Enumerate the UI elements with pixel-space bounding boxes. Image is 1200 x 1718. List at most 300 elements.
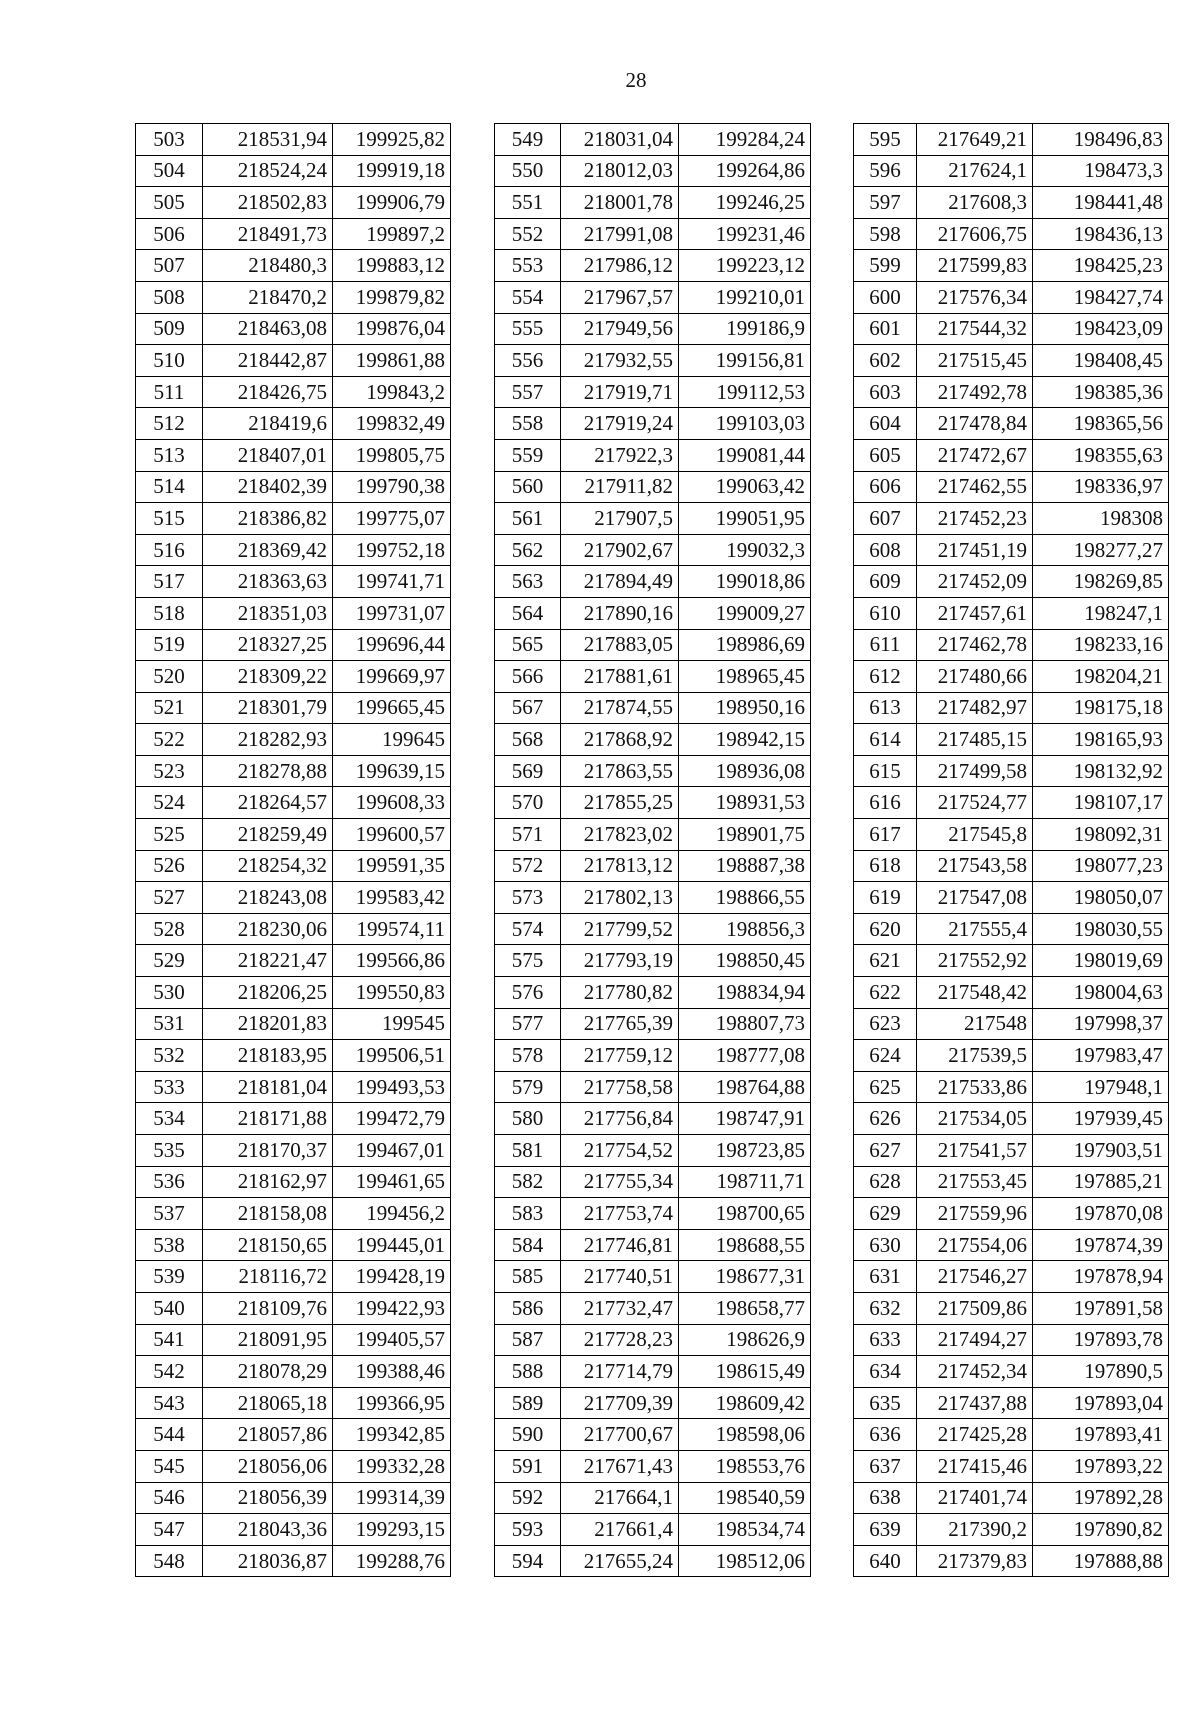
x-coordinate-cell: 217547,08: [917, 882, 1033, 914]
point-number-cell: 613: [854, 692, 917, 724]
table-row: [495, 250, 811, 282]
x-coordinate-cell: 218181,04: [203, 1071, 333, 1103]
table-row: [854, 724, 1169, 756]
table-row: [495, 661, 811, 693]
x-coordinate-cell: 218282,93: [203, 724, 333, 756]
y-coordinate-cell: 199112,53: [679, 376, 811, 408]
point-number-cell: 535: [136, 1135, 203, 1167]
y-coordinate-cell: 198423,09: [1033, 313, 1169, 345]
x-coordinate-cell: 217793,19: [561, 945, 679, 977]
x-coordinate-cell: 217457,61: [917, 597, 1033, 629]
table-row: [136, 1545, 451, 1577]
table-row: [854, 819, 1169, 851]
point-number-cell: 555: [495, 313, 561, 345]
table-row: [495, 1387, 811, 1419]
table-row: [495, 187, 811, 219]
y-coordinate-cell: 197878,94: [1033, 1261, 1169, 1293]
point-number-cell: 505: [136, 187, 203, 219]
table-row: [495, 1419, 811, 1451]
table-row: [495, 629, 811, 661]
y-coordinate-cell: 198496,83: [1033, 124, 1169, 156]
point-number-cell: 515: [136, 503, 203, 535]
x-coordinate-cell: 217548: [917, 1008, 1033, 1040]
y-coordinate-cell: 199456,2: [333, 1198, 451, 1230]
table-row: [495, 787, 811, 819]
x-coordinate-cell: 217949,56: [561, 313, 679, 345]
y-coordinate-cell: 199574,11: [333, 913, 451, 945]
table-row: [495, 1229, 811, 1261]
point-number-cell: 587: [495, 1324, 561, 1356]
table-row: [136, 218, 451, 250]
y-coordinate-cell: 199428,19: [333, 1261, 451, 1293]
table-row: [495, 724, 811, 756]
table-row: [854, 187, 1169, 219]
x-coordinate-cell: 217911,82: [561, 471, 679, 503]
x-coordinate-cell: 217902,67: [561, 534, 679, 566]
point-number-cell: 570: [495, 787, 561, 819]
x-coordinate-cell: 217515,45: [917, 345, 1033, 377]
point-number-cell: 609: [854, 566, 917, 598]
point-number-cell: 577: [495, 1008, 561, 1040]
point-number-cell: 556: [495, 345, 561, 377]
x-coordinate-cell: 217539,5: [917, 1040, 1033, 1072]
point-number-cell: 546: [136, 1482, 203, 1514]
y-coordinate-cell: 199223,12: [679, 250, 811, 282]
x-coordinate-cell: 217608,3: [917, 187, 1033, 219]
point-number-cell: 551: [495, 187, 561, 219]
y-coordinate-cell: 197903,51: [1033, 1135, 1169, 1167]
point-number-cell: 559: [495, 439, 561, 471]
table-row: [136, 281, 451, 313]
x-coordinate-cell: 218116,72: [203, 1261, 333, 1293]
point-number-cell: 575: [495, 945, 561, 977]
x-coordinate-cell: 218201,83: [203, 1008, 333, 1040]
x-coordinate-cell: 218278,88: [203, 755, 333, 787]
point-number-cell: 521: [136, 692, 203, 724]
point-number-cell: 529: [136, 945, 203, 977]
point-number-cell: 536: [136, 1166, 203, 1198]
y-coordinate-cell: 198132,92: [1033, 755, 1169, 787]
table-row: [854, 250, 1169, 282]
x-coordinate-cell: 218012,03: [561, 155, 679, 187]
x-coordinate-cell: 218243,08: [203, 882, 333, 914]
y-coordinate-cell: 199752,18: [333, 534, 451, 566]
x-coordinate-cell: 217485,15: [917, 724, 1033, 756]
x-coordinate-cell: 217874,55: [561, 692, 679, 724]
table-row: [136, 439, 451, 471]
x-coordinate-cell: 218502,83: [203, 187, 333, 219]
point-number-cell: 616: [854, 787, 917, 819]
table-row: [854, 882, 1169, 914]
x-coordinate-cell: 217709,39: [561, 1387, 679, 1419]
x-coordinate-cell: 217552,92: [917, 945, 1033, 977]
y-coordinate-cell: 198204,21: [1033, 661, 1169, 693]
y-coordinate-cell: 197885,21: [1033, 1166, 1169, 1198]
table-row: [854, 977, 1169, 1009]
x-coordinate-cell: 217919,71: [561, 376, 679, 408]
y-coordinate-cell: 198107,17: [1033, 787, 1169, 819]
y-coordinate-cell: 199506,51: [333, 1040, 451, 1072]
table-row: [495, 218, 811, 250]
point-number-cell: 543: [136, 1387, 203, 1419]
table-row: [854, 1482, 1169, 1514]
point-number-cell: 552: [495, 218, 561, 250]
table-row: [495, 376, 811, 408]
table-row: [495, 1324, 811, 1356]
point-number-cell: 532: [136, 1040, 203, 1072]
table-row: [495, 882, 811, 914]
y-coordinate-cell: 198092,31: [1033, 819, 1169, 851]
table-row: [854, 376, 1169, 408]
table-row: [495, 1450, 811, 1482]
point-number-cell: 607: [854, 503, 917, 535]
y-coordinate-cell: 199246,25: [679, 187, 811, 219]
table-row: [495, 566, 811, 598]
x-coordinate-cell: 217890,16: [561, 597, 679, 629]
point-number-cell: 599: [854, 250, 917, 282]
table-row: [495, 1008, 811, 1040]
point-number-cell: 606: [854, 471, 917, 503]
x-coordinate-cell: 217894,49: [561, 566, 679, 598]
table-row: [495, 281, 811, 313]
table-row: [854, 692, 1169, 724]
y-coordinate-cell: 199805,75: [333, 439, 451, 471]
table-row: [495, 439, 811, 471]
point-number-cell: 507: [136, 250, 203, 282]
x-coordinate-cell: 218056,39: [203, 1482, 333, 1514]
point-number-cell: 634: [854, 1356, 917, 1388]
x-coordinate-cell: 217755,34: [561, 1166, 679, 1198]
x-coordinate-cell: 218264,57: [203, 787, 333, 819]
point-number-cell: 580: [495, 1103, 561, 1135]
y-coordinate-cell: 197893,41: [1033, 1419, 1169, 1451]
table-row: [854, 124, 1169, 156]
x-coordinate-cell: 217541,57: [917, 1135, 1033, 1167]
x-coordinate-cell: 217863,55: [561, 755, 679, 787]
y-coordinate-cell: 199288,76: [333, 1545, 451, 1577]
x-coordinate-cell: 217480,66: [917, 661, 1033, 693]
x-coordinate-cell: 218183,95: [203, 1040, 333, 1072]
x-coordinate-cell: 218206,25: [203, 977, 333, 1009]
y-coordinate-cell: 198764,88: [679, 1071, 811, 1103]
y-coordinate-cell: 199445,01: [333, 1229, 451, 1261]
y-coordinate-cell: 199032,3: [679, 534, 811, 566]
table-row: [854, 1008, 1169, 1040]
y-coordinate-cell: 198427,74: [1033, 281, 1169, 313]
x-coordinate-cell: 217555,4: [917, 913, 1033, 945]
x-coordinate-cell: 217986,12: [561, 250, 679, 282]
y-coordinate-cell: 198747,91: [679, 1103, 811, 1135]
table-row: [136, 313, 451, 345]
x-coordinate-cell: 218363,63: [203, 566, 333, 598]
y-coordinate-cell: 198004,63: [1033, 977, 1169, 1009]
point-number-cell: 547: [136, 1514, 203, 1546]
point-number-cell: 517: [136, 566, 203, 598]
table-row: [495, 1545, 811, 1577]
y-coordinate-cell: 199550,83: [333, 977, 451, 1009]
table-row: [136, 1419, 451, 1451]
y-coordinate-cell: 199210,01: [679, 281, 811, 313]
table-row: [136, 787, 451, 819]
x-coordinate-cell: 217758,58: [561, 1071, 679, 1103]
y-coordinate-cell: 199591,35: [333, 850, 451, 882]
y-coordinate-cell: 199919,18: [333, 155, 451, 187]
y-coordinate-cell: 197892,28: [1033, 1482, 1169, 1514]
x-coordinate-cell: 217452,23: [917, 503, 1033, 535]
y-coordinate-cell: 198856,3: [679, 913, 811, 945]
y-coordinate-cell: 199897,2: [333, 218, 451, 250]
y-coordinate-cell: 198936,08: [679, 755, 811, 787]
x-coordinate-cell: 217462,55: [917, 471, 1033, 503]
x-coordinate-cell: 217932,55: [561, 345, 679, 377]
y-coordinate-cell: 198473,3: [1033, 155, 1169, 187]
y-coordinate-cell: 199861,88: [333, 345, 451, 377]
table-row: [854, 1324, 1169, 1356]
page-number: 28: [625, 68, 647, 92]
x-coordinate-cell: 217759,12: [561, 1040, 679, 1072]
point-number-cell: 567: [495, 692, 561, 724]
y-coordinate-cell: 198965,45: [679, 661, 811, 693]
x-coordinate-cell: 218470,2: [203, 281, 333, 313]
y-coordinate-cell: 197983,47: [1033, 1040, 1169, 1072]
y-coordinate-cell: 199843,2: [333, 376, 451, 408]
point-number-cell: 621: [854, 945, 917, 977]
point-number-cell: 578: [495, 1040, 561, 1072]
x-coordinate-cell: 217671,43: [561, 1450, 679, 1482]
y-coordinate-cell: 199832,49: [333, 408, 451, 440]
y-coordinate-cell: 198901,75: [679, 819, 811, 851]
x-coordinate-cell: 217533,86: [917, 1071, 1033, 1103]
table-row: [854, 661, 1169, 693]
point-number-cell: 504: [136, 155, 203, 187]
y-coordinate-cell: 199775,07: [333, 503, 451, 535]
table-row: [495, 1071, 811, 1103]
point-number-cell: 562: [495, 534, 561, 566]
x-coordinate-cell: 217545,8: [917, 819, 1033, 851]
point-number-cell: 582: [495, 1166, 561, 1198]
x-coordinate-cell: 218036,87: [203, 1545, 333, 1577]
y-coordinate-cell: 199906,79: [333, 187, 451, 219]
table-row: [136, 1166, 451, 1198]
table-row: [136, 1229, 451, 1261]
x-coordinate-cell: 218001,78: [561, 187, 679, 219]
point-number-cell: 513: [136, 439, 203, 471]
table-row: [495, 692, 811, 724]
y-coordinate-cell: 198609,42: [679, 1387, 811, 1419]
table-row: [136, 1514, 451, 1546]
point-number-cell: 620: [854, 913, 917, 945]
y-coordinate-cell: 198553,76: [679, 1450, 811, 1482]
x-coordinate-cell: 217780,82: [561, 977, 679, 1009]
point-number-cell: 519: [136, 629, 203, 661]
table-row: [136, 1450, 451, 1482]
y-coordinate-cell: 197939,45: [1033, 1103, 1169, 1135]
y-coordinate-cell: 198723,85: [679, 1135, 811, 1167]
y-coordinate-cell: 199925,82: [333, 124, 451, 156]
point-number-cell: 565: [495, 629, 561, 661]
x-coordinate-cell: 217509,86: [917, 1292, 1033, 1324]
x-coordinate-cell: 217452,34: [917, 1356, 1033, 1388]
table-row: [854, 1292, 1169, 1324]
table-row: [854, 534, 1169, 566]
x-coordinate-cell: 217664,1: [561, 1482, 679, 1514]
table-row: [854, 1514, 1169, 1546]
y-coordinate-cell: 199264,86: [679, 155, 811, 187]
y-coordinate-cell: 199731,07: [333, 597, 451, 629]
x-coordinate-cell: 218301,79: [203, 692, 333, 724]
point-number-cell: 526: [136, 850, 203, 882]
coordinates-table-1: [135, 123, 451, 1577]
table-row: [854, 1419, 1169, 1451]
table-row: [854, 1198, 1169, 1230]
point-number-cell: 586: [495, 1292, 561, 1324]
point-number-cell: 558: [495, 408, 561, 440]
y-coordinate-cell: 199639,15: [333, 755, 451, 787]
point-number-cell: 614: [854, 724, 917, 756]
point-number-cell: 608: [854, 534, 917, 566]
x-coordinate-cell: 217492,78: [917, 376, 1033, 408]
x-coordinate-cell: 217732,47: [561, 1292, 679, 1324]
y-coordinate-cell: 199472,79: [333, 1103, 451, 1135]
table-row: [495, 1482, 811, 1514]
x-coordinate-cell: 217881,61: [561, 661, 679, 693]
y-coordinate-cell: 198677,31: [679, 1261, 811, 1293]
y-coordinate-cell: 198540,59: [679, 1482, 811, 1514]
x-coordinate-cell: 217576,34: [917, 281, 1033, 313]
y-coordinate-cell: 199284,24: [679, 124, 811, 156]
table-row: [136, 1324, 451, 1356]
x-coordinate-cell: 218480,3: [203, 250, 333, 282]
y-coordinate-cell: 198534,74: [679, 1514, 811, 1546]
y-coordinate-cell: 199018,86: [679, 566, 811, 598]
point-number-cell: 576: [495, 977, 561, 1009]
point-number-cell: 511: [136, 376, 203, 408]
point-number-cell: 573: [495, 882, 561, 914]
y-coordinate-cell: 198807,73: [679, 1008, 811, 1040]
table-row: [136, 597, 451, 629]
table-row: [854, 850, 1169, 882]
table-row: [136, 1482, 451, 1514]
x-coordinate-cell: 217559,96: [917, 1198, 1033, 1230]
x-coordinate-cell: 217462,78: [917, 629, 1033, 661]
x-coordinate-cell: 218491,73: [203, 218, 333, 250]
y-coordinate-cell: 199009,27: [679, 597, 811, 629]
x-coordinate-cell: 217802,13: [561, 882, 679, 914]
coordinates-table-3: [853, 123, 1169, 1577]
point-number-cell: 533: [136, 1071, 203, 1103]
y-coordinate-cell: 198365,56: [1033, 408, 1169, 440]
point-number-cell: 566: [495, 661, 561, 693]
point-number-cell: 601: [854, 313, 917, 345]
y-coordinate-cell: 199186,9: [679, 313, 811, 345]
x-coordinate-cell: 218162,97: [203, 1166, 333, 1198]
table-row: [495, 534, 811, 566]
point-number-cell: 629: [854, 1198, 917, 1230]
point-number-cell: 512: [136, 408, 203, 440]
point-number-cell: 523: [136, 755, 203, 787]
y-coordinate-cell: 197891,58: [1033, 1292, 1169, 1324]
point-number-cell: 525: [136, 819, 203, 851]
point-number-cell: 542: [136, 1356, 203, 1388]
y-coordinate-cell: 197890,82: [1033, 1514, 1169, 1546]
table-row: [854, 281, 1169, 313]
x-coordinate-cell: 218327,25: [203, 629, 333, 661]
y-coordinate-cell: 197893,78: [1033, 1324, 1169, 1356]
point-number-cell: 619: [854, 882, 917, 914]
x-coordinate-cell: 218078,29: [203, 1356, 333, 1388]
point-number-cell: 597: [854, 187, 917, 219]
y-coordinate-cell: 198269,85: [1033, 566, 1169, 598]
x-coordinate-cell: 218065,18: [203, 1387, 333, 1419]
x-coordinate-cell: 217700,67: [561, 1419, 679, 1451]
x-coordinate-cell: 218259,49: [203, 819, 333, 851]
point-number-cell: 557: [495, 376, 561, 408]
y-coordinate-cell: 199545: [333, 1008, 451, 1040]
x-coordinate-cell: 218524,24: [203, 155, 333, 187]
x-coordinate-cell: 217655,24: [561, 1545, 679, 1577]
point-number-cell: 605: [854, 439, 917, 471]
point-number-cell: 569: [495, 755, 561, 787]
table-row: [136, 882, 451, 914]
table-row: [854, 1071, 1169, 1103]
y-coordinate-cell: 197893,22: [1033, 1450, 1169, 1482]
y-coordinate-cell: 198598,06: [679, 1419, 811, 1451]
table-row: [495, 945, 811, 977]
y-coordinate-cell: 198711,71: [679, 1166, 811, 1198]
point-number-cell: 545: [136, 1450, 203, 1482]
point-number-cell: 510: [136, 345, 203, 377]
y-coordinate-cell: 199566,86: [333, 945, 451, 977]
point-number-cell: 527: [136, 882, 203, 914]
table-row: [495, 155, 811, 187]
table-row: [136, 977, 451, 1009]
point-number-cell: 539: [136, 1261, 203, 1293]
point-number-cell: 594: [495, 1545, 561, 1577]
point-number-cell: 639: [854, 1514, 917, 1546]
table-row: [136, 566, 451, 598]
y-coordinate-cell: 199493,53: [333, 1071, 451, 1103]
x-coordinate-cell: 218351,03: [203, 597, 333, 629]
table-row: [136, 503, 451, 535]
x-coordinate-cell: 217919,24: [561, 408, 679, 440]
point-number-cell: 583: [495, 1198, 561, 1230]
x-coordinate-cell: 217756,84: [561, 1103, 679, 1135]
table-row: [136, 819, 451, 851]
point-number-cell: 631: [854, 1261, 917, 1293]
y-coordinate-cell: 199231,46: [679, 218, 811, 250]
y-coordinate-cell: 197888,88: [1033, 1545, 1169, 1577]
y-coordinate-cell: 199669,97: [333, 661, 451, 693]
table-row: [136, 661, 451, 693]
y-coordinate-cell: 197874,39: [1033, 1229, 1169, 1261]
point-number-cell: 574: [495, 913, 561, 945]
table-row: [495, 819, 811, 851]
y-coordinate-cell: 199342,85: [333, 1419, 451, 1451]
y-coordinate-cell: 198658,77: [679, 1292, 811, 1324]
table-row: [136, 1103, 451, 1135]
x-coordinate-cell: 217472,67: [917, 439, 1033, 471]
table-row: [854, 345, 1169, 377]
point-number-cell: 564: [495, 597, 561, 629]
point-number-cell: 618: [854, 850, 917, 882]
point-number-cell: 568: [495, 724, 561, 756]
y-coordinate-cell: 198850,45: [679, 945, 811, 977]
table-row: [495, 913, 811, 945]
x-coordinate-cell: 217714,79: [561, 1356, 679, 1388]
table-row: [495, 503, 811, 535]
table-row: [136, 250, 451, 282]
table-row: [854, 471, 1169, 503]
